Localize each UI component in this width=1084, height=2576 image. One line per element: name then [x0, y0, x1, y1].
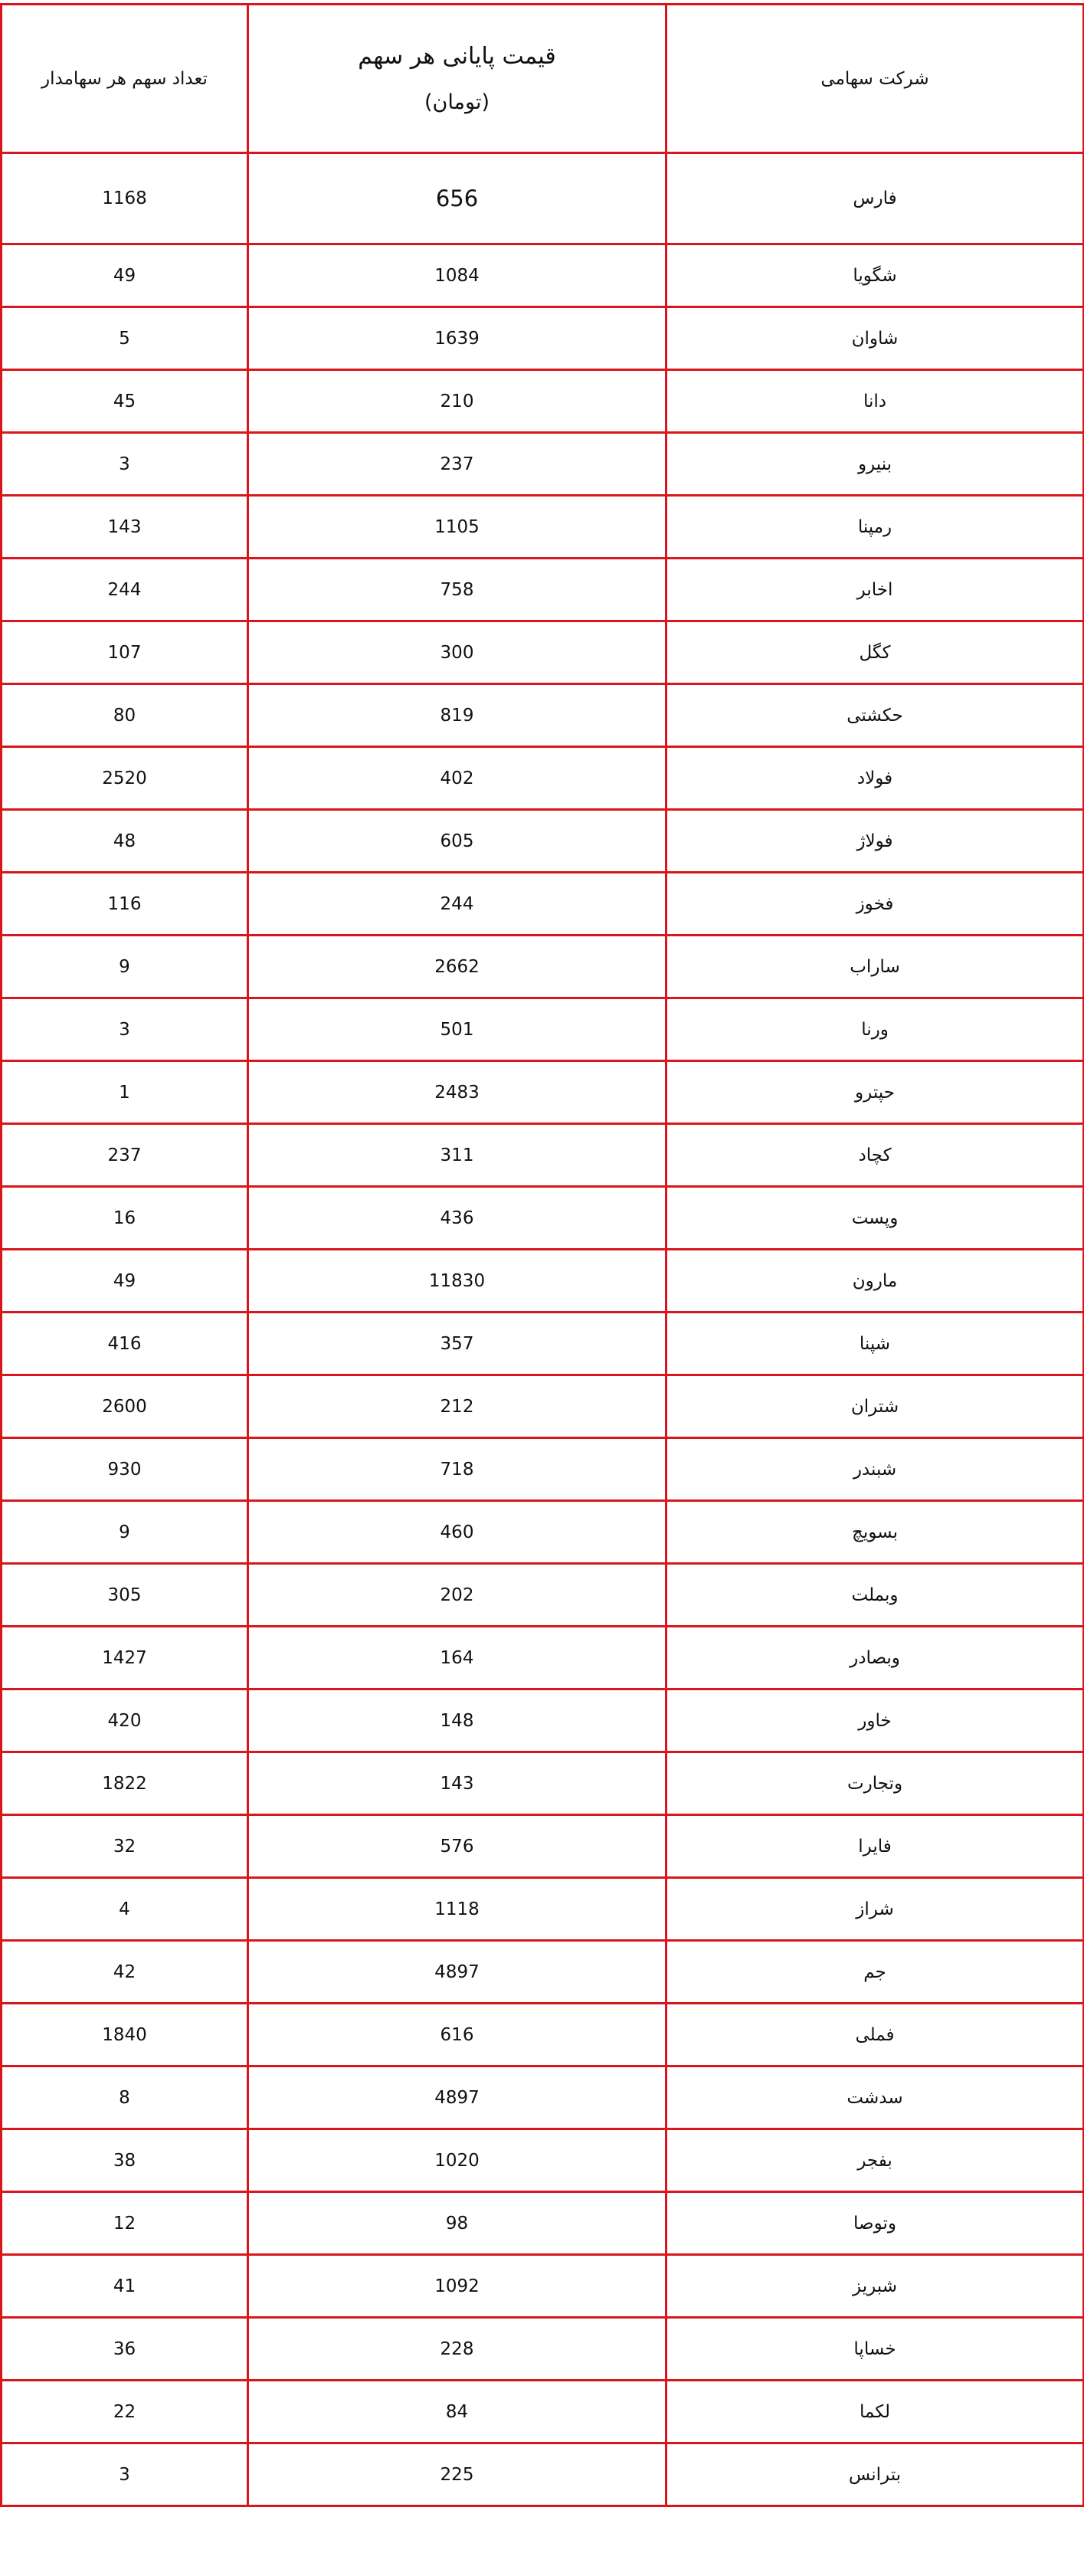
company-cell: فایرا	[666, 1815, 1084, 1878]
table-row	[2, 1564, 1084, 1627]
price-cell: 2483	[248, 1061, 666, 1124]
company-cell: ساراب	[666, 936, 1084, 998]
table-body	[2, 153, 1084, 2506]
count-cell: 3	[2, 2443, 248, 2506]
count-cell: 16	[2, 1187, 248, 1250]
price-cell: 718	[248, 1438, 666, 1501]
table-row	[2, 2255, 1084, 2318]
count-cell: 8	[2, 2066, 248, 2129]
count-cell: 9	[2, 1501, 248, 1564]
table-row	[2, 1061, 1084, 1124]
count-cell: 107	[2, 621, 248, 684]
price-cell: 436	[248, 1187, 666, 1250]
count-cell: 143	[2, 496, 248, 559]
table-row	[2, 810, 1084, 873]
header-row	[2, 5, 1084, 153]
company-cell: کگل	[666, 621, 1084, 684]
count-cell: 1840	[2, 2004, 248, 2066]
count-cell: 3	[2, 433, 248, 496]
price-cell: 237	[248, 433, 666, 496]
company-cell: فولاد	[666, 747, 1084, 810]
header-price-unit: (تومان)	[424, 90, 490, 114]
company-cell: خساپا	[666, 2318, 1084, 2381]
table-row	[2, 1313, 1084, 1375]
stock-price-table	[0, 3, 1084, 2507]
table-row	[2, 307, 1084, 370]
table-row	[2, 559, 1084, 621]
table-row	[2, 2066, 1084, 2129]
table-row	[2, 621, 1084, 684]
price-cell: 758	[248, 559, 666, 621]
company-cell: شتران	[666, 1375, 1084, 1438]
table-row	[2, 1375, 1084, 1438]
table-row	[2, 1627, 1084, 1689]
table-row	[2, 2004, 1084, 2066]
company-cell: فارس	[666, 153, 1084, 244]
table-row	[2, 1689, 1084, 1752]
price-cell: 143	[248, 1752, 666, 1815]
header-company: شرکت سهامی	[666, 5, 1084, 153]
table-row	[2, 1124, 1084, 1187]
company-cell: بسویچ	[666, 1501, 1084, 1564]
table-row	[2, 2318, 1084, 2381]
company-cell: رمپنا	[666, 496, 1084, 559]
company-cell: بنیرو	[666, 433, 1084, 496]
price-cell: 164	[248, 1627, 666, 1689]
count-cell: 45	[2, 370, 248, 433]
company-cell: ورنا	[666, 998, 1084, 1061]
count-cell: 42	[2, 1941, 248, 2004]
count-cell: 38	[2, 2129, 248, 2192]
price-cell: 225	[248, 2443, 666, 2506]
table-row	[2, 2443, 1084, 2506]
company-cell: بترانس	[666, 2443, 1084, 2506]
company-cell: شبندر	[666, 1438, 1084, 1501]
company-cell: اخابر	[666, 559, 1084, 621]
count-cell: 1822	[2, 1752, 248, 1815]
count-cell: 12	[2, 2192, 248, 2255]
table-row	[2, 1501, 1084, 1564]
price-cell: 501	[248, 998, 666, 1061]
price-cell: 4897	[248, 2066, 666, 2129]
company-cell: فملی	[666, 2004, 1084, 2066]
table-row	[2, 1250, 1084, 1313]
price-cell: 202	[248, 1564, 666, 1627]
company-cell: فخوز	[666, 873, 1084, 936]
price-cell: 98	[248, 2192, 666, 2255]
count-cell: 237	[2, 1124, 248, 1187]
count-cell: 4	[2, 1878, 248, 1941]
company-cell: فولاژ	[666, 810, 1084, 873]
price-cell: 4897	[248, 1941, 666, 2004]
price-cell: 1084	[248, 244, 666, 307]
company-cell: سدشت	[666, 2066, 1084, 2129]
price-cell: 1105	[248, 496, 666, 559]
count-cell: 80	[2, 684, 248, 747]
company-cell: وبملت	[666, 1564, 1084, 1627]
price-cell: 210	[248, 370, 666, 433]
price-cell: 1092	[248, 2255, 666, 2318]
company-cell: دانا	[666, 370, 1084, 433]
company-cell: کچاد	[666, 1124, 1084, 1187]
price-cell: 311	[248, 1124, 666, 1187]
table-row	[2, 370, 1084, 433]
table-row	[2, 244, 1084, 307]
count-cell: 49	[2, 1250, 248, 1313]
price-cell: 1639	[248, 307, 666, 370]
count-cell: 32	[2, 1815, 248, 1878]
count-cell: 416	[2, 1313, 248, 1375]
count-cell: 1168	[2, 153, 248, 244]
company-cell: شبریز	[666, 2255, 1084, 2318]
table-row	[2, 936, 1084, 998]
table-row	[2, 2381, 1084, 2443]
company-cell: لکما	[666, 2381, 1084, 2443]
price-cell: 1020	[248, 2129, 666, 2192]
company-cell: وپست	[666, 1187, 1084, 1250]
table-row	[2, 998, 1084, 1061]
price-cell: 616	[248, 2004, 666, 2066]
table-row	[2, 2129, 1084, 2192]
header-price	[248, 5, 666, 153]
count-cell: 2520	[2, 747, 248, 810]
company-cell: شاوان	[666, 307, 1084, 370]
company-cell: بفجر	[666, 2129, 1084, 2192]
count-cell: 2600	[2, 1375, 248, 1438]
table-row	[2, 1438, 1084, 1501]
header-count: تعداد سهم هر سهامدار	[2, 5, 248, 153]
table-row	[2, 496, 1084, 559]
count-cell: 116	[2, 873, 248, 936]
price-cell: 605	[248, 810, 666, 873]
table-row	[2, 684, 1084, 747]
table-row	[2, 1815, 1084, 1878]
count-cell: 22	[2, 2381, 248, 2443]
table-row	[2, 2192, 1084, 2255]
price-cell: 402	[248, 747, 666, 810]
price-cell: 148	[248, 1689, 666, 1752]
count-cell: 9	[2, 936, 248, 998]
count-cell: 305	[2, 1564, 248, 1627]
count-cell: 49	[2, 244, 248, 307]
company-cell: وتوصا	[666, 2192, 1084, 2255]
price-cell: 1118	[248, 1878, 666, 1941]
price-cell: 300	[248, 621, 666, 684]
header-price-title: قیمت پایانی هر سهم	[358, 42, 556, 70]
table-row	[2, 153, 1084, 244]
price-cell: 11830	[248, 1250, 666, 1313]
table-row	[2, 433, 1084, 496]
count-cell: 1427	[2, 1627, 248, 1689]
price-cell: 357	[248, 1313, 666, 1375]
price-cell: 576	[248, 1815, 666, 1878]
price-cell: 84	[248, 2381, 666, 2443]
table-row	[2, 1941, 1084, 2004]
company-cell: شراز	[666, 1878, 1084, 1941]
price-cell: 2662	[248, 936, 666, 998]
table-row	[2, 1878, 1084, 1941]
price-cell: 819	[248, 684, 666, 747]
price-cell: 244	[248, 873, 666, 936]
company-cell: خاور	[666, 1689, 1084, 1752]
company-cell: حپترو	[666, 1061, 1084, 1124]
company-cell: شپنا	[666, 1313, 1084, 1375]
price-cell: 656	[248, 153, 666, 244]
table-row	[2, 1187, 1084, 1250]
company-cell: شگویا	[666, 244, 1084, 307]
count-cell: 36	[2, 2318, 248, 2381]
price-cell: 228	[248, 2318, 666, 2381]
count-cell: 420	[2, 1689, 248, 1752]
count-cell: 1	[2, 1061, 248, 1124]
table-row	[2, 873, 1084, 936]
price-cell: 212	[248, 1375, 666, 1438]
table-row	[2, 1752, 1084, 1815]
count-cell: 5	[2, 307, 248, 370]
count-cell: 41	[2, 2255, 248, 2318]
company-cell: وتجارت	[666, 1752, 1084, 1815]
count-cell: 930	[2, 1438, 248, 1501]
company-cell: حکشتی	[666, 684, 1084, 747]
count-cell: 244	[2, 559, 248, 621]
price-cell: 460	[248, 1501, 666, 1564]
company-cell: جم	[666, 1941, 1084, 2004]
table-row	[2, 747, 1084, 810]
count-cell: 3	[2, 998, 248, 1061]
company-cell: مارون	[666, 1250, 1084, 1313]
count-cell: 48	[2, 810, 248, 873]
company-cell: وبصادر	[666, 1627, 1084, 1689]
